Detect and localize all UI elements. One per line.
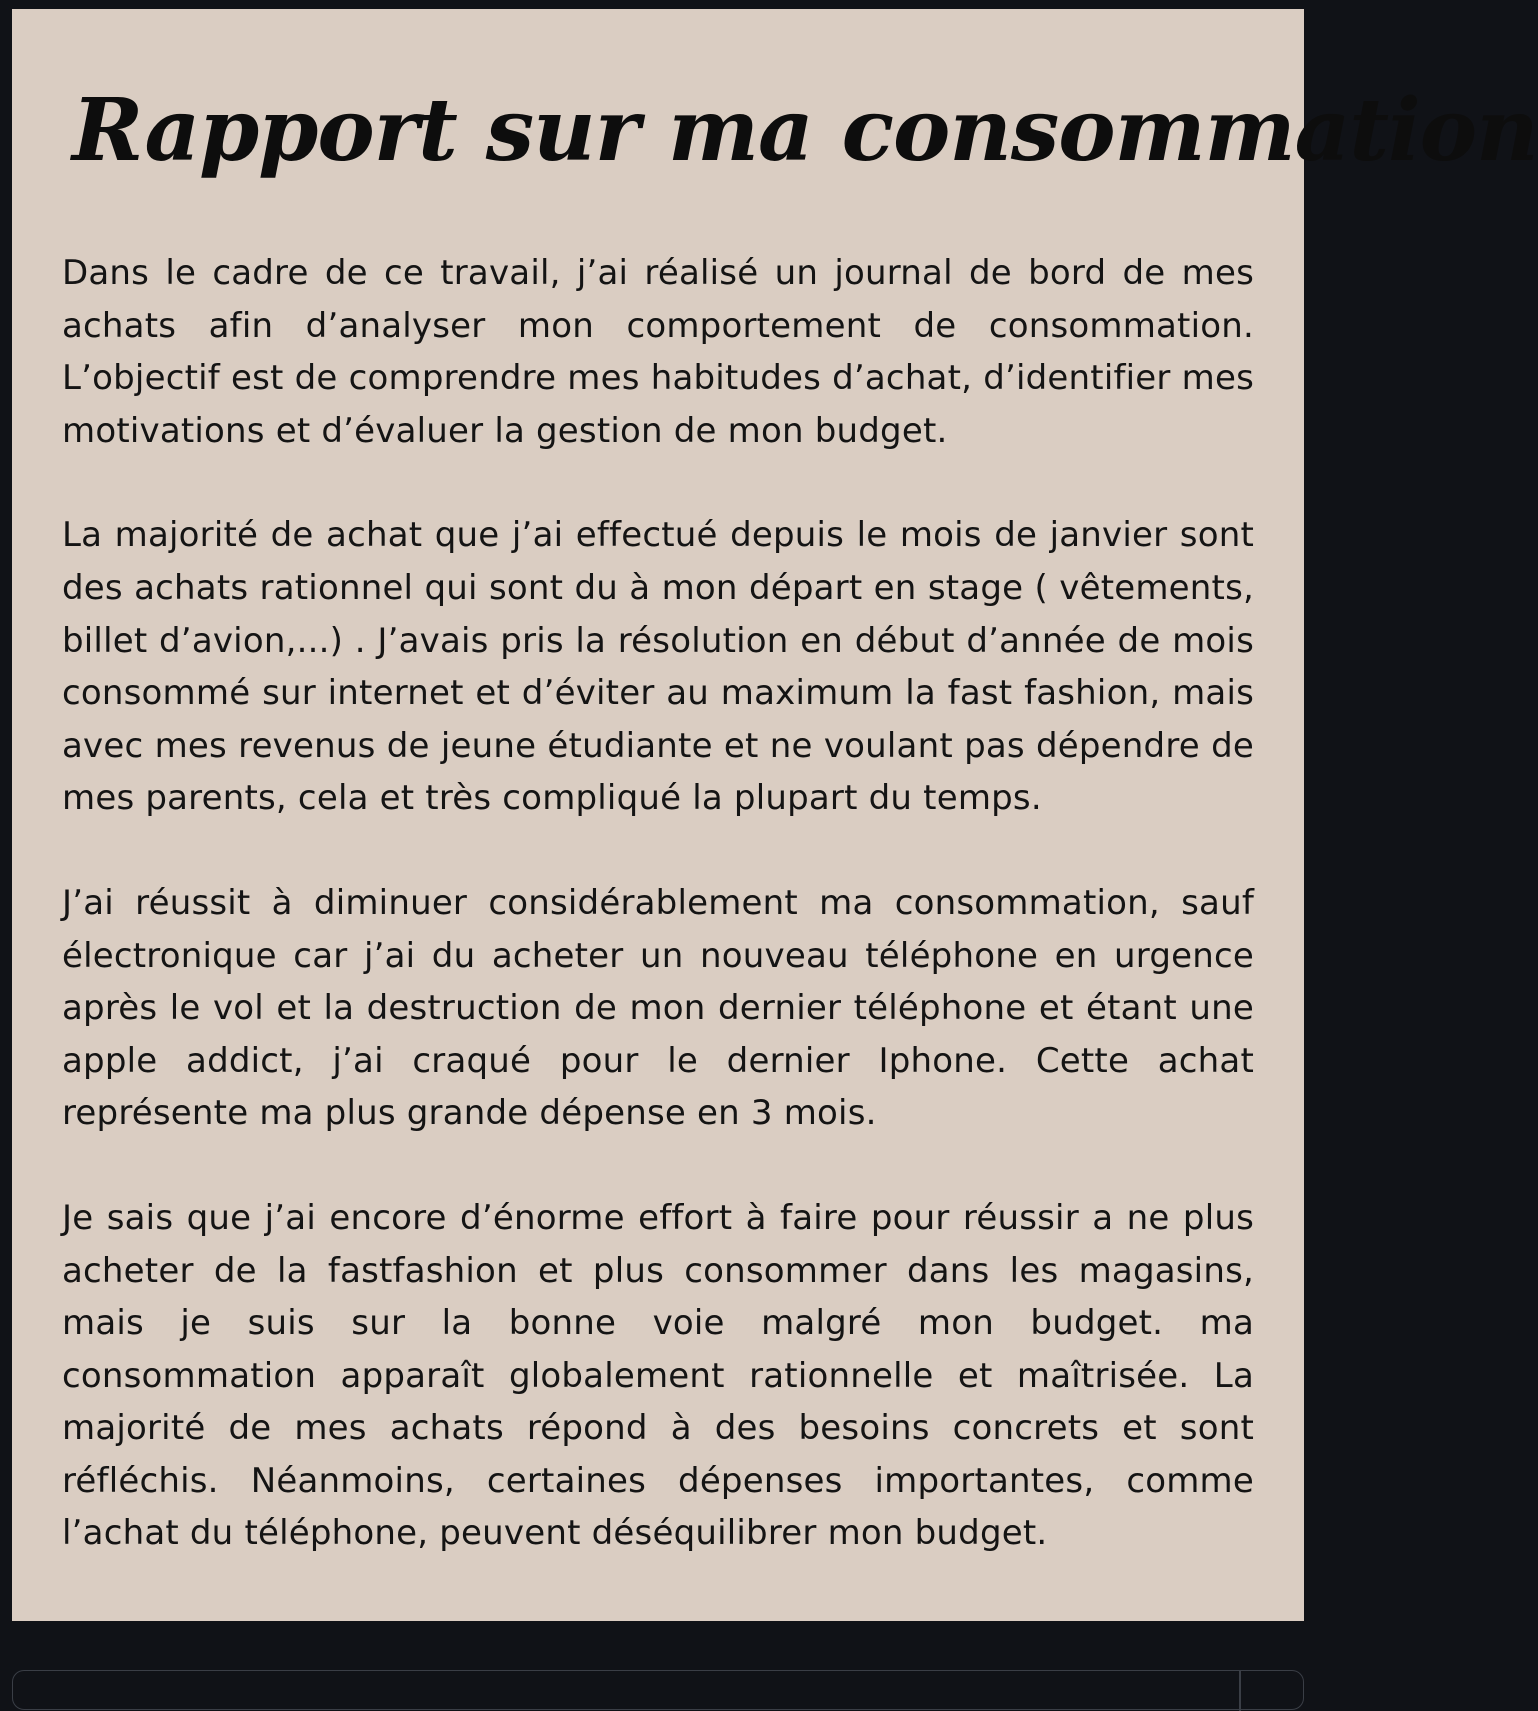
chat-input-bar[interactable] <box>12 1670 1304 1710</box>
input-bar-divider <box>1239 1671 1241 1711</box>
paragraph-intro: Dans le cadre de ce travail, j’ai réalisé un journal de bord de mes achats afin d’analyser mon comportement de consommation. L’objectif est de comprendre mes habitudes d’achat, d’identifier mes motivations et d’évaluer la gestion de mon budget. <box>62 253 1254 451</box>
document-title: Rapport sur ma consommation <box>72 80 1538 181</box>
paragraph-conclusion: Je sais que j’ai encore d’énorme effort à faire pour réussir a ne plus acheter de la fastfashion et plus consommer dans les magasins, mais je suis sur la bonne voie malgré mon budget. ma consommation apparaît globalement rationnelle et maîtrisée. La majorité de mes achats répond à des besoins concrets et sont réfléchis. Néanmoins, certaines dépenses importantes, comme l’achat du téléphone, peuvent déséquilibrer mon budget. <box>62 1197 1254 1554</box>
document-page <box>12 9 1538 1621</box>
document-body <box>62 247 1254 1612</box>
paragraph-purchases: La majorité de achat que j’ai effectué depuis le mois de janvier sont des achats rationnel qui sont du à mon départ en stage ( vêtements, billet d’avion,...) . J’avais pris la résolution en début d’année de mois consommé sur internet et d’éviter au maximum la fast fashion, mais avec mes revenus de jeune étudiante et ne voulant pas dépendre de mes parents, cela et très compliqué la plupart du temps. <box>62 515 1254 819</box>
paragraph-phone: J’ai réussit à diminuer considérablement ma consommation, sauf électronique car j’ai du acheter un nouveau téléphone en urgence après le vol et la destruction de mon dernier téléphone et étant une apple addict, j’ai craqué pour le dernier Iphone. Cette achat représente ma plus grande dépense en 3 mois. <box>62 882 1254 1134</box>
